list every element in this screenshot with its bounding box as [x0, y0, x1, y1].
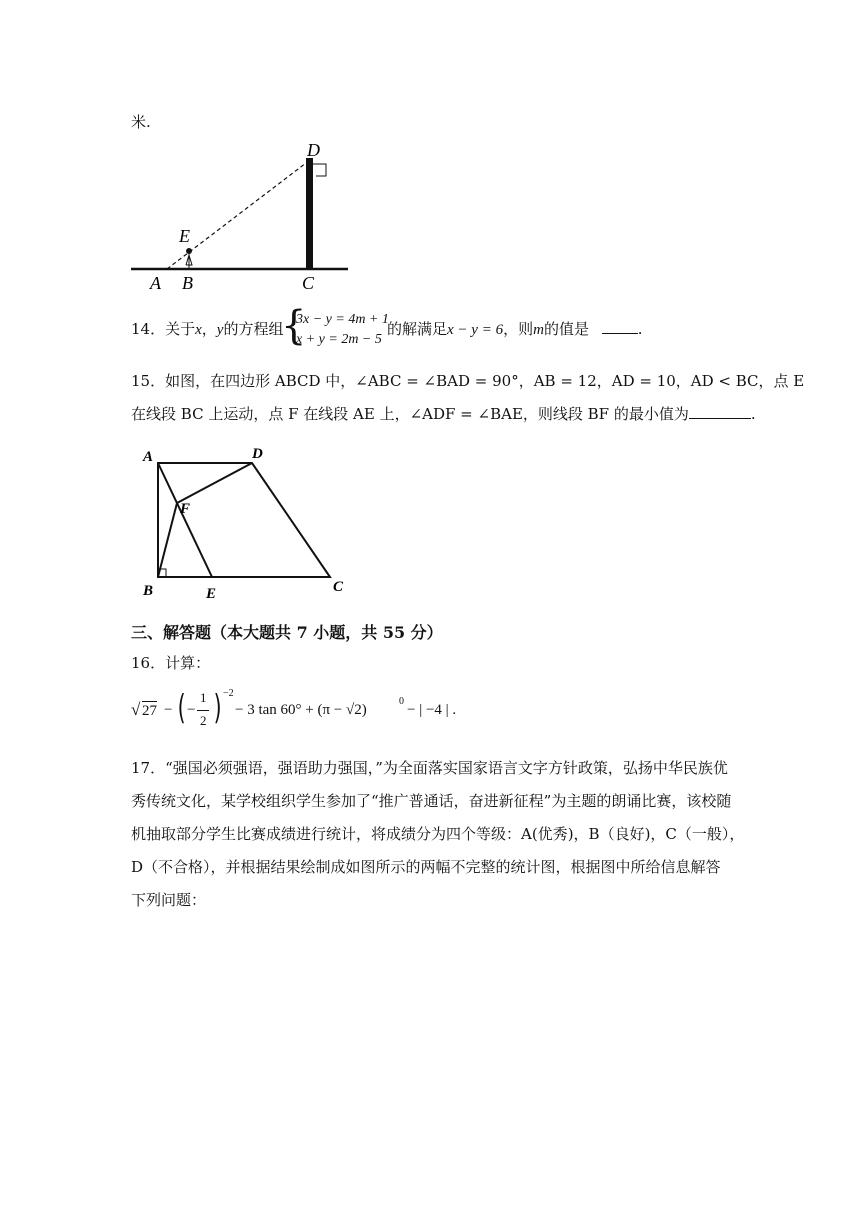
- question-17-line-3: 机抽取部分学生比赛成绩进行统计，将成绩分为四个等级：A(优秀)，B（良好)，C（一般），: [131, 825, 745, 843]
- fraction-bar: [197, 710, 209, 711]
- answer-blank-15[interactable]: [689, 404, 751, 419]
- condition-expr: x − y = 6: [447, 322, 504, 338]
- equation-2: x + y = 2m − 5: [296, 332, 382, 347]
- question-14: 14．关于x，y的方程组: [131, 320, 284, 338]
- label-e: E: [206, 586, 217, 602]
- question-16: 16．计算：: [131, 654, 211, 672]
- question-17-line-1: 17．“强国必须强语，强语助力强国，”为全面落实国家语言文字方针政策，弘扬中华民族优: [131, 759, 728, 777]
- label-f: F: [180, 501, 191, 517]
- system-brace: {: [281, 303, 307, 349]
- exponent-zero: 0: [399, 696, 404, 707]
- section-heading: 三、解答题（本大题共 7 小题，共 55 分）: [131, 623, 443, 642]
- label-d: D: [252, 446, 263, 462]
- label-b: B: [182, 273, 193, 293]
- label-d: D: [307, 140, 320, 160]
- label-b: B: [143, 583, 154, 599]
- label-c: C: [333, 579, 344, 595]
- sqrt-sign: √: [131, 700, 141, 719]
- figure-q13: [126, 138, 356, 298]
- label-c: C: [302, 273, 315, 293]
- frac-numerator: 1: [200, 690, 207, 705]
- sqrt-value: 27: [142, 703, 157, 719]
- exponent: −2: [223, 688, 234, 699]
- figure-q15: [138, 443, 358, 603]
- question-17-line-4: D（不合格），并根据结果绘制成如图所示的两幅不完整的统计图，根据图中所给信息解答: [131, 858, 721, 876]
- quadrilateral-abcd: [158, 463, 330, 577]
- question-15-line-1: 15．如图，在四边形 ABCD 中，∠ABC = ∠BAD = 90°，AB = 12，AD = 10，AD < BC，点 E: [131, 372, 805, 390]
- label-a: A: [143, 449, 154, 465]
- frac-denominator: 2: [200, 713, 207, 728]
- pole: [306, 158, 313, 269]
- label-a: A: [150, 273, 161, 293]
- text-fragment: 米.: [131, 113, 151, 131]
- expression-rest: − 3 tan 60° + (π − √2): [235, 702, 367, 718]
- equation-1: 3x − y = 4m + 1: [296, 312, 389, 327]
- question-17-line-2: 秀传统文化，某学校组织学生参加了“推广普通话，奋进新征程”为主题的朗诵比赛，该校随: [131, 792, 732, 810]
- q14-number: 14．: [131, 320, 166, 338]
- question-15-line-2: 在线段 BC 上运动，点 F 在线段 AE 上，∠ADF = ∠BAE，则线段 BF 的最小值为 .: [131, 405, 756, 423]
- question-17-line-5: 下列问题：: [131, 891, 207, 909]
- segment-bf: [158, 503, 177, 577]
- expression-tail: − | −4 | .: [407, 702, 457, 718]
- label-e: E: [179, 226, 190, 246]
- q14-condition: 的解满足x − y = 6，则m的值是 .: [387, 320, 643, 338]
- segment-ae: [158, 463, 212, 577]
- flag: [313, 164, 326, 176]
- answer-blank-14[interactable]: [602, 319, 638, 334]
- segment-df: [177, 463, 252, 503]
